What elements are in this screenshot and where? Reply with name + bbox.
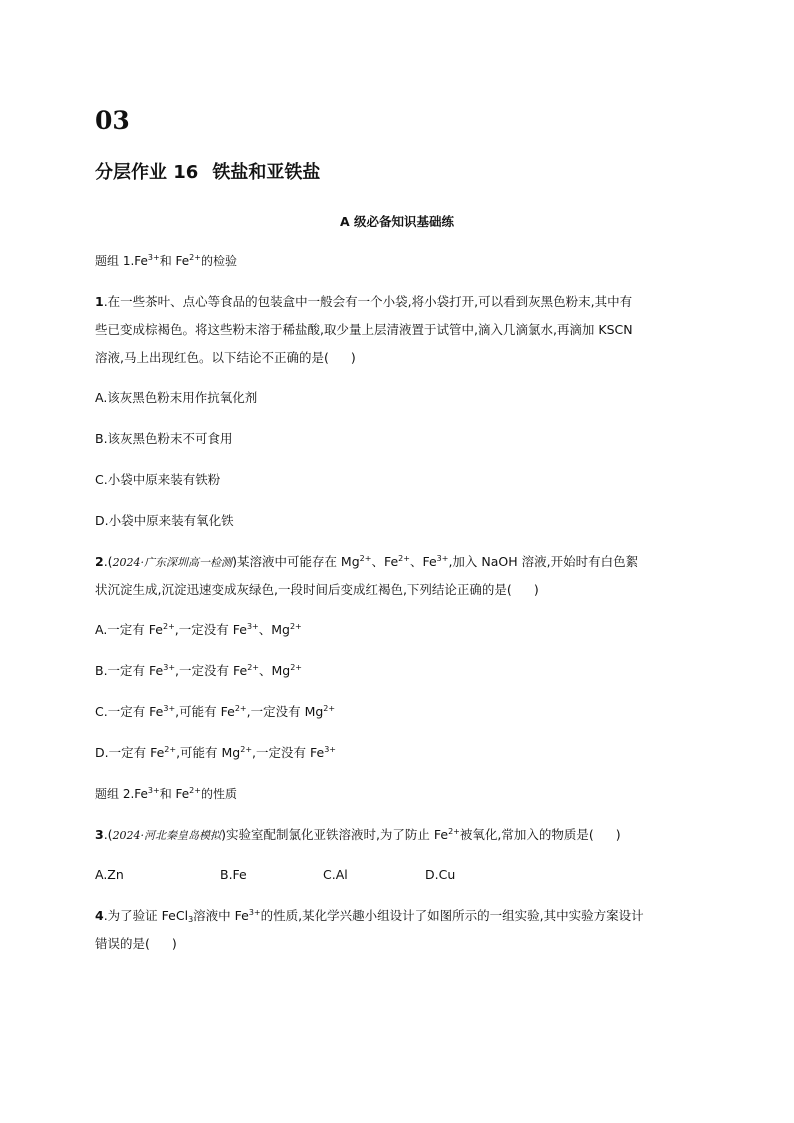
q3-number: 3	[95, 827, 104, 842]
q1-stem-line2: 些已变成棕褐色。将这些粉末溶于稀盐酸,取少量上层清液置于试管中,滴入几滴氯水,再滴加 KSCN	[95, 322, 633, 337]
q4-stem-line2: 错误的是( )	[95, 936, 177, 951]
q3-option-b: B.Fe	[220, 867, 247, 882]
q2-option-b: B.一定有 $Fe^{3+}$,一定没有 $Fe^{2+}$、$Mg^{2+}$	[95, 663, 303, 678]
level-heading: A 级必备知识基础练	[339, 214, 455, 229]
q2-number: 2	[95, 554, 104, 569]
q1-option-d: D.小袋中原来装有氧化铁	[95, 513, 234, 528]
group1-heading: 题组 $1.Fe^{3+}$和 $Fe^{2+}$的检验	[95, 253, 237, 268]
q3-source: 2024·河北秦皇岛模拟	[112, 829, 222, 842]
q2-stem-line2: 状沉淀生成,沉淀迅速变成灰绿色,一段时间后变成红褐色,下列结论正确的是( )	[95, 582, 539, 597]
group2-heading: 题组 $2.Fe^{3+}$和 $Fe^{2+}$的性质	[95, 786, 237, 801]
q2-option-d: D.一定有 $Fe^{2+}$,可能有 $Mg^{2+}$,一定没有 $Fe^{3+}$	[95, 745, 336, 760]
q2-option-a: A.一定有 $Fe^{2+}$,一定没有 $Fe^{3+}$、$Mg^{2+}$	[95, 622, 302, 637]
q2-option-c: C.一定有 $Fe^{3+}$,可能有 $Fe^{2+}$,一定没有 $Mg^{2+}$	[95, 704, 336, 719]
q2-stem-line1: 2.(2024·广东深圳高一检测)某溶液中可能存在 $Mg^{2+}$、$Fe^{2+}$、$Fe^{3+}$,加入 NaOH 溶液,开始时有白色絮	[95, 554, 639, 569]
q1-number: 1	[95, 294, 104, 309]
lesson-topic: 铁盐和亚铁盐	[212, 162, 321, 183]
q3-option-c: C.Al	[323, 867, 348, 882]
q1-stem-line1: 1.在一些茶叶、点心等食品的包装盒中一般会有一个小袋,将小袋打开,可以看到灰黑色粉末,其中有	[95, 294, 633, 309]
q2-source: 2024·广东深圳高一检测	[112, 556, 233, 569]
q1-option-c: C.小袋中原来装有铁粉	[95, 472, 221, 487]
chapter-number: 03	[95, 106, 130, 135]
q3-option-d: D.Cu	[425, 867, 456, 882]
q3-stem: 3.(2024·河北秦皇岛模拟)实验室配制氯化亚铁溶液时,为了防止 $Fe^{2+}$被氧化,常加入的物质是( )	[95, 827, 621, 842]
q1-option-a: A.该灰黑色粉末用作抗氧化剂	[95, 390, 258, 405]
lesson-title	[95, 158, 320, 184]
q4-number: 4	[95, 908, 104, 923]
q1-option-b: B.该灰黑色粉末不可食用	[95, 431, 233, 446]
q3-option-a: A.Zn	[95, 867, 124, 882]
lesson-label: 分层作业 16	[95, 162, 199, 183]
q1-stem-line3: 溶液,马上出现红色。以下结论不正确的是( )	[95, 350, 356, 365]
q4-stem-line1: 4.为了验证 FeCl$_3$溶液中 $Fe^{3+}$的性质,某化学兴趣小组设计了如图所示的一组实验,其中实验方案设计	[95, 908, 644, 924]
